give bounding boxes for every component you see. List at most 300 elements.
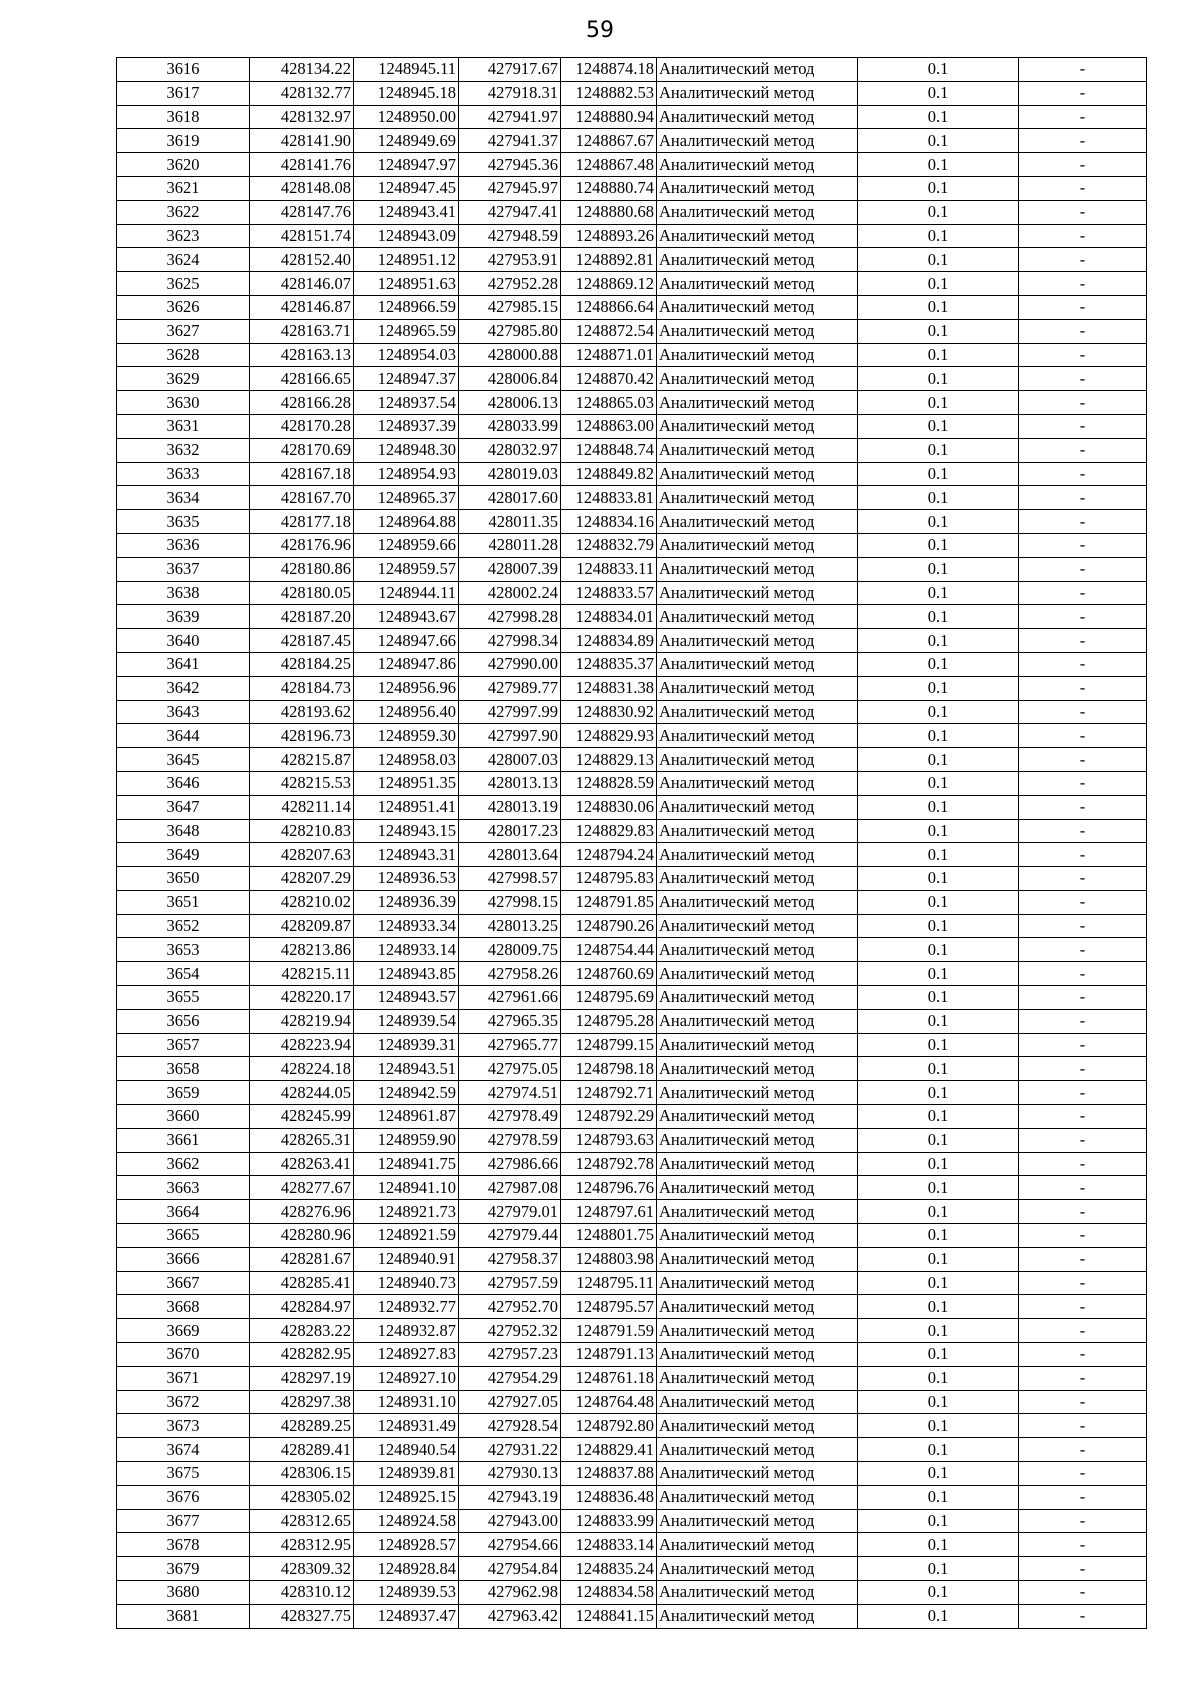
y1-cell: 1248924.58 [354,1509,459,1533]
accuracy-cell: 0.1 [858,962,1019,986]
accuracy-cell: 0.1 [858,1604,1019,1628]
note-cell: - [1019,890,1147,914]
y2-cell: 1248796.76 [561,1176,657,1200]
point-number-cell: 3660 [117,1105,250,1129]
x2-cell: 427948.59 [459,224,561,248]
point-number-cell: 3671 [117,1366,250,1390]
y2-cell: 1248833.14 [561,1533,657,1557]
method-cell: Аналитический метод [657,486,858,510]
x1-cell: 428211.14 [250,795,354,819]
note-cell: - [1019,1557,1147,1581]
method-cell: Аналитический метод [657,533,858,557]
accuracy-cell: 0.1 [858,938,1019,962]
y1-cell: 1248943.51 [354,1057,459,1081]
accuracy-cell: 0.1 [858,1152,1019,1176]
x2-cell: 428011.28 [459,533,561,557]
table-row [117,367,1147,391]
x2-cell: 427989.77 [459,676,561,700]
table-row [117,58,1147,82]
method-cell: Аналитический метод [657,129,858,153]
method-cell: Аналитический метод [657,153,858,177]
accuracy-cell: 0.1 [858,676,1019,700]
y2-cell: 1248834.16 [561,510,657,534]
y2-cell: 1248835.37 [561,652,657,676]
y1-cell: 1248945.11 [354,58,459,82]
point-number-cell: 3658 [117,1057,250,1081]
accuracy-cell: 0.1 [858,771,1019,795]
table-row [117,153,1147,177]
table-row [117,1462,1147,1486]
table-row [117,938,1147,962]
note-cell: - [1019,962,1147,986]
table-row [117,557,1147,581]
x2-cell: 427941.97 [459,105,561,129]
accuracy-cell: 0.1 [858,1438,1019,1462]
x1-cell: 428224.18 [250,1057,354,1081]
x1-cell: 428265.31 [250,1128,354,1152]
note-cell: - [1019,248,1147,272]
y2-cell: 1248803.98 [561,1247,657,1271]
table-row [117,1128,1147,1152]
point-number-cell: 3645 [117,748,250,772]
accuracy-cell: 0.1 [858,510,1019,534]
y1-cell: 1248928.84 [354,1557,459,1581]
x2-cell: 427987.08 [459,1176,561,1200]
y2-cell: 1248829.13 [561,748,657,772]
x2-cell: 427930.13 [459,1462,561,1486]
point-number-cell: 3653 [117,938,250,962]
point-number-cell: 3642 [117,676,250,700]
x1-cell: 428215.87 [250,748,354,772]
point-number-cell: 3670 [117,1343,250,1367]
x1-cell: 428184.73 [250,676,354,700]
method-cell: Аналитический метод [657,843,858,867]
y2-cell: 1248872.54 [561,319,657,343]
note-cell: - [1019,486,1147,510]
method-cell: Аналитический метод [657,272,858,296]
x2-cell: 427943.19 [459,1485,561,1509]
note-cell: - [1019,843,1147,867]
accuracy-cell: 0.1 [858,391,1019,415]
y1-cell: 1248932.87 [354,1319,459,1343]
accuracy-cell: 0.1 [858,629,1019,653]
y2-cell: 1248764.48 [561,1390,657,1414]
accuracy-cell: 0.1 [858,105,1019,129]
accuracy-cell: 0.1 [858,1009,1019,1033]
method-cell: Аналитический метод [657,1509,858,1533]
y1-cell: 1248964.88 [354,510,459,534]
y2-cell: 1248833.81 [561,486,657,510]
table-row [117,652,1147,676]
point-number-cell: 3641 [117,652,250,676]
y2-cell: 1248795.28 [561,1009,657,1033]
y1-cell: 1248941.75 [354,1152,459,1176]
x1-cell: 428305.02 [250,1485,354,1509]
method-cell: Аналитический метод [657,890,858,914]
accuracy-cell: 0.1 [858,272,1019,296]
note-cell: - [1019,676,1147,700]
table-row [117,676,1147,700]
y1-cell: 1248931.49 [354,1414,459,1438]
x1-cell: 428310.12 [250,1581,354,1605]
table-row [117,1081,1147,1105]
accuracy-cell: 0.1 [858,1224,1019,1248]
coordinates-table [116,57,1147,1629]
table-row [117,1152,1147,1176]
table-row [117,1224,1147,1248]
point-number-cell: 3620 [117,153,250,177]
table-row [117,319,1147,343]
point-number-cell: 3661 [117,1128,250,1152]
x1-cell: 428180.05 [250,581,354,605]
method-cell: Аналитический метод [657,414,858,438]
y2-cell: 1248835.24 [561,1557,657,1581]
method-cell: Аналитический метод [657,1485,858,1509]
method-cell: Аналитический метод [657,58,858,82]
x1-cell: 428193.62 [250,700,354,724]
y2-cell: 1248833.11 [561,557,657,581]
y2-cell: 1248837.88 [561,1462,657,1486]
y1-cell: 1248943.85 [354,962,459,986]
method-cell: Аналитический метод [657,1557,858,1581]
table-row [117,1009,1147,1033]
accuracy-cell: 0.1 [858,533,1019,557]
table-row [117,605,1147,629]
x2-cell: 427952.70 [459,1295,561,1319]
y2-cell: 1248863.00 [561,414,657,438]
y1-cell: 1248933.34 [354,914,459,938]
method-cell: Аналитический метод [657,938,858,962]
y2-cell: 1248829.93 [561,724,657,748]
table-row [117,414,1147,438]
x1-cell: 428306.15 [250,1462,354,1486]
y1-cell: 1248936.39 [354,890,459,914]
note-cell: - [1019,319,1147,343]
accuracy-cell: 0.1 [858,605,1019,629]
table-row [117,1271,1147,1295]
table-row [117,1533,1147,1557]
x2-cell: 428032.97 [459,438,561,462]
y2-cell: 1248795.11 [561,1271,657,1295]
method-cell: Аналитический метод [657,605,858,629]
x2-cell: 427997.90 [459,724,561,748]
method-cell: Аналитический метод [657,1033,858,1057]
table-row [117,272,1147,296]
x1-cell: 428285.41 [250,1271,354,1295]
x1-cell: 428167.18 [250,462,354,486]
x2-cell: 427947.41 [459,200,561,224]
x1-cell: 428163.13 [250,343,354,367]
y1-cell: 1248959.30 [354,724,459,748]
method-cell: Аналитический метод [657,1152,858,1176]
x2-cell: 427963.42 [459,1604,561,1628]
point-number-cell: 3666 [117,1247,250,1271]
table-row [117,748,1147,772]
y1-cell: 1248921.73 [354,1200,459,1224]
y2-cell: 1248791.13 [561,1343,657,1367]
method-cell: Аналитический метод [657,700,858,724]
y1-cell: 1248959.57 [354,557,459,581]
x2-cell: 428011.35 [459,510,561,534]
table-row [117,1057,1147,1081]
y2-cell: 1248790.26 [561,914,657,938]
point-number-cell: 3628 [117,343,250,367]
x1-cell: 428223.94 [250,1033,354,1057]
x2-cell: 427918.31 [459,81,561,105]
accuracy-cell: 0.1 [858,176,1019,200]
x1-cell: 428177.18 [250,510,354,534]
method-cell: Аналитический метод [657,1343,858,1367]
table-row [117,843,1147,867]
note-cell: - [1019,629,1147,653]
point-number-cell: 3621 [117,176,250,200]
accuracy-cell: 0.1 [858,1319,1019,1343]
y1-cell: 1248947.97 [354,153,459,177]
note-cell: - [1019,1105,1147,1129]
y2-cell: 1248893.26 [561,224,657,248]
y2-cell: 1248865.03 [561,391,657,415]
x2-cell: 427954.29 [459,1366,561,1390]
y1-cell: 1248951.35 [354,771,459,795]
x1-cell: 428297.38 [250,1390,354,1414]
note-cell: - [1019,581,1147,605]
y2-cell: 1248869.12 [561,272,657,296]
method-cell: Аналитический метод [657,81,858,105]
x1-cell: 428215.53 [250,771,354,795]
y1-cell: 1248939.31 [354,1033,459,1057]
y1-cell: 1248966.59 [354,295,459,319]
accuracy-cell: 0.1 [858,1509,1019,1533]
note-cell: - [1019,1200,1147,1224]
x2-cell: 428033.99 [459,414,561,438]
y1-cell: 1248945.18 [354,81,459,105]
accuracy-cell: 0.1 [858,1271,1019,1295]
y2-cell: 1248892.81 [561,248,657,272]
table-row [117,343,1147,367]
x1-cell: 428283.22 [250,1319,354,1343]
y2-cell: 1248760.69 [561,962,657,986]
table-row [117,1557,1147,1581]
point-number-cell: 3657 [117,1033,250,1057]
table-row [117,224,1147,248]
accuracy-cell: 0.1 [858,1247,1019,1271]
method-cell: Аналитический метод [657,771,858,795]
point-number-cell: 3624 [117,248,250,272]
table-row [117,1414,1147,1438]
y2-cell: 1248795.83 [561,867,657,891]
x2-cell: 427954.66 [459,1533,561,1557]
point-number-cell: 3680 [117,1581,250,1605]
method-cell: Аналитический метод [657,581,858,605]
y1-cell: 1248932.77 [354,1295,459,1319]
y1-cell: 1248925.15 [354,1485,459,1509]
y1-cell: 1248933.14 [354,938,459,962]
method-cell: Аналитический метод [657,295,858,319]
method-cell: Аналитический метод [657,986,858,1010]
method-cell: Аналитический метод [657,652,858,676]
point-number-cell: 3635 [117,510,250,534]
note-cell: - [1019,438,1147,462]
method-cell: Аналитический метод [657,391,858,415]
point-number-cell: 3663 [117,1176,250,1200]
note-cell: - [1019,1128,1147,1152]
y1-cell: 1248965.59 [354,319,459,343]
x1-cell: 428309.32 [250,1557,354,1581]
y1-cell: 1248959.90 [354,1128,459,1152]
point-number-cell: 3644 [117,724,250,748]
note-cell: - [1019,1414,1147,1438]
point-number-cell: 3633 [117,462,250,486]
note-cell: - [1019,1533,1147,1557]
note-cell: - [1019,1581,1147,1605]
x1-cell: 428284.97 [250,1295,354,1319]
method-cell: Аналитический метод [657,1462,858,1486]
note-cell: - [1019,1295,1147,1319]
x2-cell: 428006.84 [459,367,561,391]
accuracy-cell: 0.1 [858,1390,1019,1414]
point-number-cell: 3639 [117,605,250,629]
x2-cell: 428013.13 [459,771,561,795]
point-number-cell: 3665 [117,1224,250,1248]
method-cell: Аналитический метод [657,1200,858,1224]
method-cell: Аналитический метод [657,1295,858,1319]
x1-cell: 428207.63 [250,843,354,867]
x2-cell: 427952.28 [459,272,561,296]
x2-cell: 427953.91 [459,248,561,272]
x2-cell: 427957.59 [459,1271,561,1295]
table-row [117,819,1147,843]
y2-cell: 1248833.99 [561,1509,657,1533]
note-cell: - [1019,1271,1147,1295]
accuracy-cell: 0.1 [858,748,1019,772]
method-cell: Аналитический метод [657,438,858,462]
x1-cell: 428167.70 [250,486,354,510]
y2-cell: 1248792.71 [561,1081,657,1105]
x1-cell: 428277.67 [250,1176,354,1200]
x1-cell: 428263.41 [250,1152,354,1176]
note-cell: - [1019,724,1147,748]
method-cell: Аналитический метод [657,1009,858,1033]
point-number-cell: 3655 [117,986,250,1010]
x1-cell: 428289.41 [250,1438,354,1462]
point-number-cell: 3626 [117,295,250,319]
point-number-cell: 3636 [117,533,250,557]
y1-cell: 1248939.54 [354,1009,459,1033]
method-cell: Аналитический метод [657,1271,858,1295]
x2-cell: 427957.23 [459,1343,561,1367]
table-row [117,1438,1147,1462]
method-cell: Аналитический метод [657,724,858,748]
x1-cell: 428170.28 [250,414,354,438]
y1-cell: 1248954.93 [354,462,459,486]
table-row [117,1509,1147,1533]
y1-cell: 1248942.59 [354,1081,459,1105]
y2-cell: 1248798.18 [561,1057,657,1081]
x2-cell: 427945.36 [459,153,561,177]
x2-cell: 427962.98 [459,1581,561,1605]
accuracy-cell: 0.1 [858,795,1019,819]
note-cell: - [1019,1366,1147,1390]
method-cell: Аналитический метод [657,1057,858,1081]
x2-cell: 427998.15 [459,890,561,914]
y1-cell: 1248947.37 [354,367,459,391]
point-number-cell: 3654 [117,962,250,986]
point-number-cell: 3619 [117,129,250,153]
method-cell: Аналитический метод [657,367,858,391]
x1-cell: 428187.20 [250,605,354,629]
method-cell: Аналитический метод [657,1176,858,1200]
note-cell: - [1019,771,1147,795]
method-cell: Аналитический метод [657,1128,858,1152]
y1-cell: 1248927.83 [354,1343,459,1367]
note-cell: - [1019,700,1147,724]
x1-cell: 428207.29 [250,867,354,891]
y1-cell: 1248954.03 [354,343,459,367]
accuracy-cell: 0.1 [858,1176,1019,1200]
point-number-cell: 3634 [117,486,250,510]
y2-cell: 1248871.01 [561,343,657,367]
method-cell: Аналитический метод [657,629,858,653]
accuracy-cell: 0.1 [858,224,1019,248]
x1-cell: 428147.76 [250,200,354,224]
note-cell: - [1019,1438,1147,1462]
x2-cell: 428007.39 [459,557,561,581]
y2-cell: 1248791.59 [561,1319,657,1343]
y2-cell: 1248841.15 [561,1604,657,1628]
y2-cell: 1248795.57 [561,1295,657,1319]
point-number-cell: 3637 [117,557,250,581]
y1-cell: 1248959.66 [354,533,459,557]
accuracy-cell: 0.1 [858,986,1019,1010]
note-cell: - [1019,224,1147,248]
table-row [117,248,1147,272]
y2-cell: 1248754.44 [561,938,657,962]
x1-cell: 428166.28 [250,391,354,415]
y2-cell: 1248829.83 [561,819,657,843]
method-cell: Аналитический метод [657,319,858,343]
x1-cell: 428215.11 [250,962,354,986]
x2-cell: 427958.37 [459,1247,561,1271]
y2-cell: 1248867.67 [561,129,657,153]
note-cell: - [1019,1057,1147,1081]
table-row [117,914,1147,938]
point-number-cell: 3662 [117,1152,250,1176]
y1-cell: 1248937.54 [354,391,459,415]
note-cell: - [1019,343,1147,367]
y2-cell: 1248761.18 [561,1366,657,1390]
accuracy-cell: 0.1 [858,129,1019,153]
x2-cell: 427928.54 [459,1414,561,1438]
accuracy-cell: 0.1 [858,867,1019,891]
x2-cell: 427985.80 [459,319,561,343]
y2-cell: 1248799.15 [561,1033,657,1057]
x1-cell: 428176.96 [250,533,354,557]
table-row [117,962,1147,986]
method-cell: Аналитический метод [657,200,858,224]
note-cell: - [1019,105,1147,129]
accuracy-cell: 0.1 [858,1033,1019,1057]
x2-cell: 428019.03 [459,462,561,486]
y2-cell: 1248866.64 [561,295,657,319]
table-row [117,629,1147,653]
y2-cell: 1248848.74 [561,438,657,462]
x2-cell: 427961.66 [459,986,561,1010]
table-row [117,1604,1147,1628]
table-row [117,391,1147,415]
table-row [117,105,1147,129]
table-row [117,1247,1147,1271]
y2-cell: 1248880.74 [561,176,657,200]
